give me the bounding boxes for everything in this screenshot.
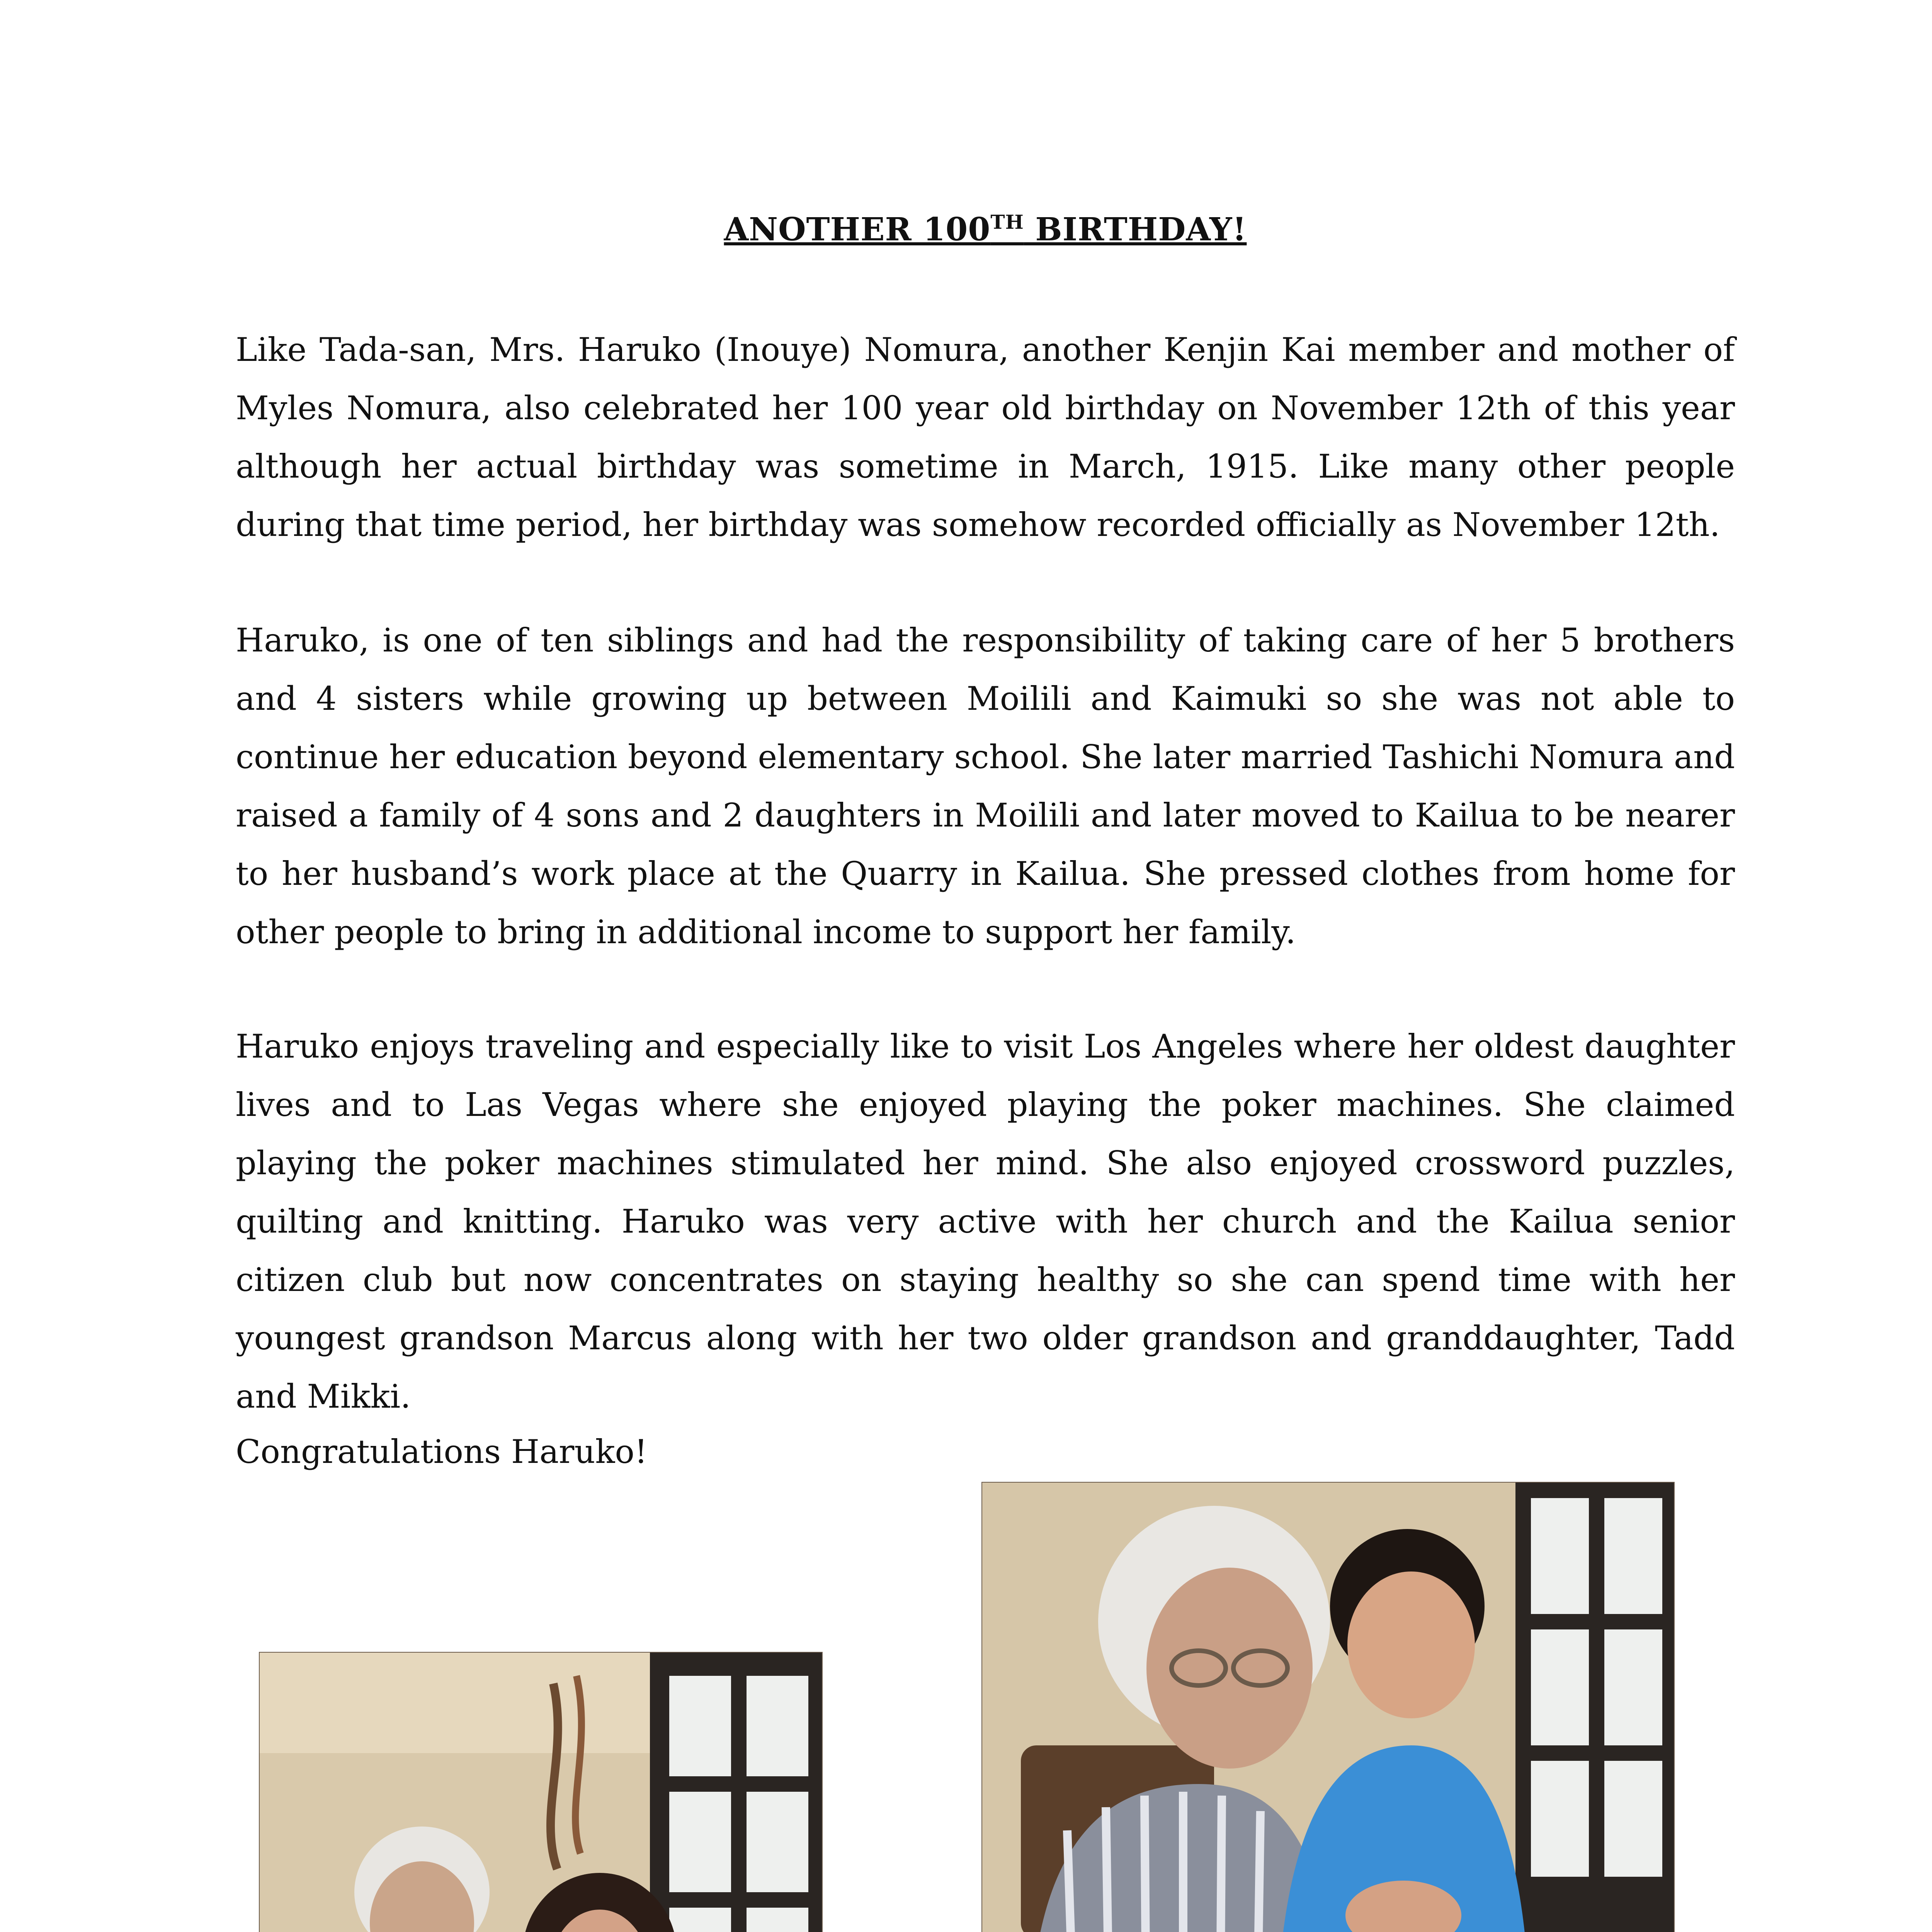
title-superscript: TH: [990, 211, 1024, 233]
paragraph-family: Haruko, is one of ten siblings and had the responsibility of taking care of her 5 brothers and 4 sisters while growing up between Moilili and Kaimuki so she was not able to continue her education beyond elementary school. She later married Tashichi Nomura and raised a family of 4 sons and 2 daughters in Moilili and later moved to Kailua to be nearer to her husband’s work place at the Quarry in Kailua. She pressed clothes from home for other people to bring in additional income to support her family.: [236, 621, 1735, 951]
photo-haruko-with-daughter: [259, 1652, 823, 1932]
photo-haruko-with-grandson: [981, 1482, 1675, 1932]
photo-right-illustration: [982, 1483, 1674, 1932]
title-end: BIRTHDAY!: [1024, 211, 1247, 248]
photo-left-illustration: [260, 1653, 822, 1932]
paragraph-hobbies: Haruko enjoys traveling and especially like to visit Los Angeles where her oldest daughter lives and to Las Vegas where she enjoyed playing the poker machines. She claimed playing the poker machines stimulated her mind. She also enjoyed crossword puzzles, quilting and knitting. Haruko was very active with her church and the Kailua senior citizen club but now concentrates on staying healthy so she can spend time with her youngest grandson Marcus along with her two older grandson and granddaughter, Tadd and Mikki.: [236, 1027, 1735, 1415]
title-main: ANOTHER 100: [724, 211, 991, 248]
closing-line: Congratulations Haruko!: [236, 1433, 648, 1471]
page-title: [0, 211, 1932, 248]
paragraph-intro: Like Tada-san, Mrs. Haruko (Inouye) Nomura, another Kenjin Kai member and mother of Myles Nomura, also celebrated her 100 year old birthday on November 12th of this year although her actual birthday was sometime in March, 1915. Like many other people during that time period, her birthday was somehow recorded officially as November 12th.: [236, 331, 1735, 544]
